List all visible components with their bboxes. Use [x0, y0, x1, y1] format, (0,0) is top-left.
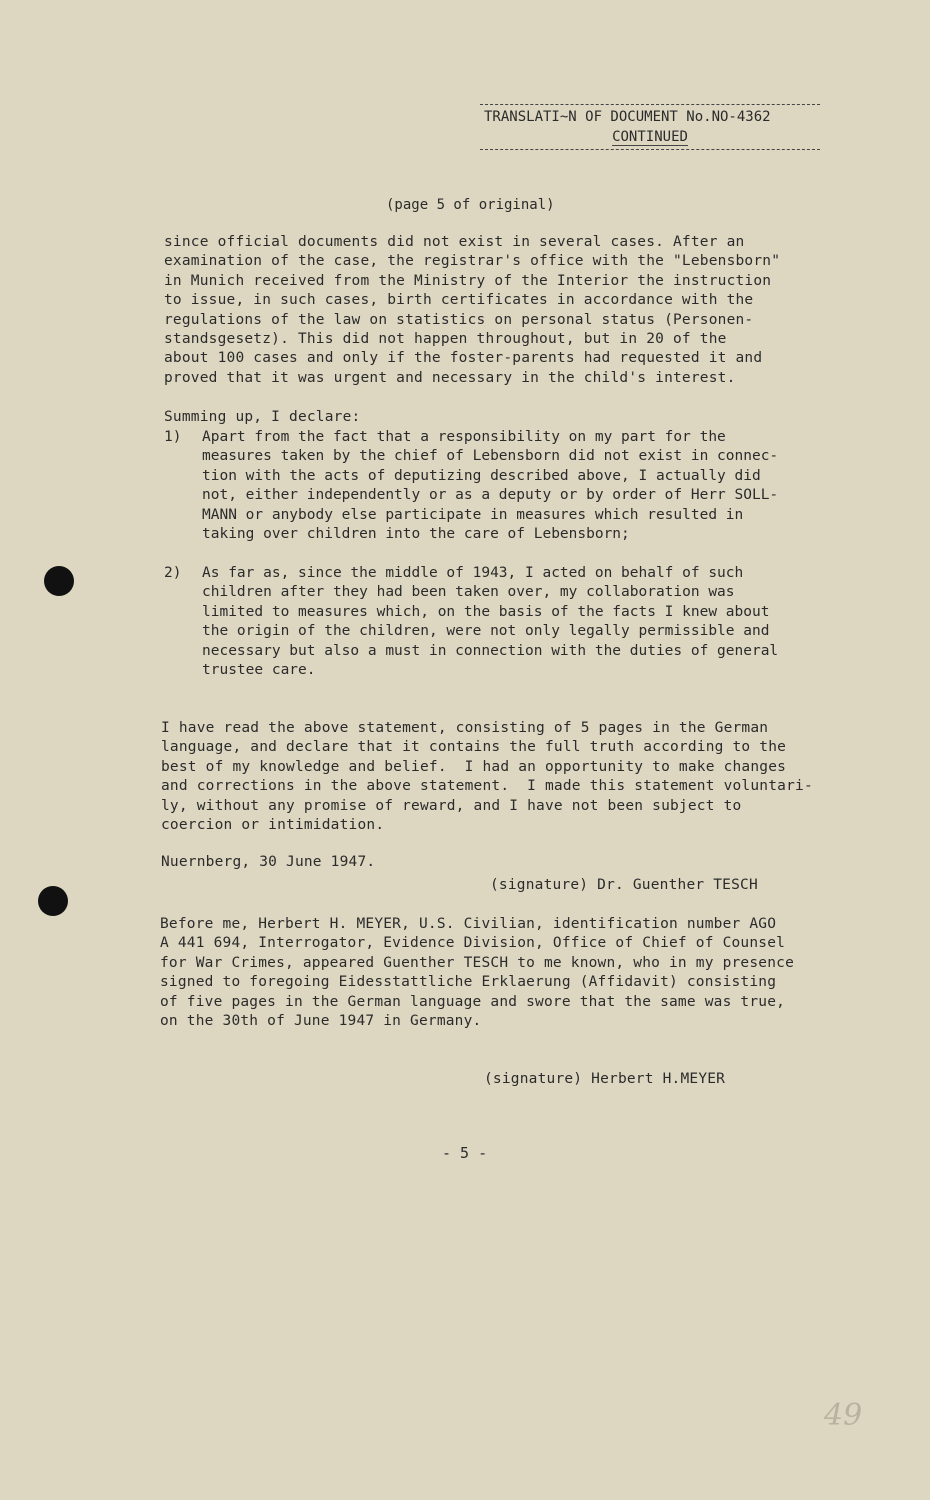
signature-meyer: (signature) Herbert H.MEYER — [484, 1071, 726, 1087]
header-continued — [480, 127, 820, 147]
punch-hole — [38, 886, 68, 916]
signature-tesch: (signature) Dr. Guenther TESCH — [490, 877, 758, 893]
page-reference: (page 5 of original) — [386, 197, 555, 213]
item-text: Apart from the fact that a responsibility on my part for the measures taken by the chief of Lebensborn did not exist in connec- tion with the acts of deputizing described above, I actually did not, either independently or as a deputy or by order of Herr SOLL- MANN or anybody else participate in measures which resulted in taking over children into the care of Lebensborn; — [202, 429, 779, 543]
item-number: 2) — [164, 565, 182, 581]
page-number: - 5 - — [442, 1144, 488, 1162]
attestation-paragraph: Before me, Herbert H. MEYER, U.S. Civilian, identification number AGO A 441 694, Interrogator, Evidence Division, Office of Chief of Counsel for War Crimes, appeared Guenther TESCH to me known, who in my presence signed to foregoing Eidesstattliche Erklaerung (Affidavit) consisting of five pages in the German language and swore that the same was true, on the 30th of June 1947 in Germany. — [160, 916, 795, 1030]
header-rule — [480, 104, 820, 105]
handwritten-mark: 49 — [824, 1398, 863, 1433]
punch-hole — [44, 566, 74, 596]
statement-paragraph: I have read the above statement, consisting of 5 pages in the German language, and declare that it contains the full truth according to the best of my knowledge and belief. I had an opportunity to make changes and corrections in the above statement. I made this statement voluntari- ly, without any promise of reward, and I have not been subject to coercion or intimidation. — [161, 720, 813, 834]
document-header — [480, 104, 820, 150]
header-title: TRANSLATI~N OF DOCUMENT No.NO-4362 — [484, 109, 771, 125]
paragraph-continuation: since official documents did not exist in several cases. After an examination of the case, the registrar's office with the "Lebensborn" in Munich received from the Ministry of the Interior the instruction to issue, in such cases, birth certificates in accordance with the regulations of the law on statistics on personal status (Personen- standsgesetz). This did not happen throughout, but in 20 of the about 100 cases and only if the foster-parents had requested it and proved that it was urgent and necessary in the child's interest. — [164, 234, 781, 386]
item-text: As far as, since the middle of 1943, I acted on behalf of such children after they had been taken over, my collaboration was limited to measures which, on the basis of the facts I knew about the origin of the children, were not only legally permissible and necessary but also a must in connection with the duties of general trustee care. — [202, 565, 779, 679]
header-continued-text: CONTINUED — [612, 129, 688, 145]
item-number: 1) — [164, 429, 182, 445]
header-rule-bottom — [480, 149, 820, 150]
summing-up-heading: Summing up, I declare: — [164, 409, 361, 425]
place-date: Nuernberg, 30 June 1947. — [161, 854, 376, 870]
